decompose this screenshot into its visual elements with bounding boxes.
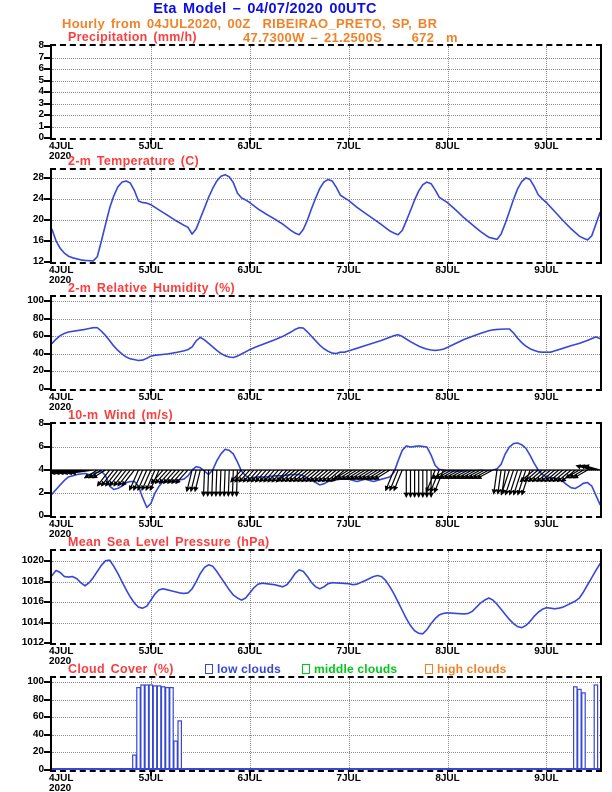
- x-tick-label: 9JUL: [534, 773, 559, 784]
- y-tick-label-mslp: 1012: [21, 637, 44, 648]
- low-cloud-bar: [166, 688, 169, 769]
- low-cloud-bar: [157, 686, 160, 769]
- legend-item-middle-clouds: [302, 662, 397, 676]
- wind-arrow-icon: [346, 470, 361, 480]
- wind-arrow-icon: [510, 470, 518, 495]
- x-tick-label: 4JUL: [49, 392, 74, 403]
- y-tick-label-cloud: 100: [27, 676, 44, 688]
- plot-border-right: [600, 44, 602, 140]
- y-tick-label-rh: 80: [32, 312, 44, 324]
- y-tick-label-precip: 4: [38, 86, 44, 97]
- y-tick-label-rh: 20: [32, 365, 44, 377]
- wind-arrow-icon: [350, 470, 365, 480]
- wind-arrow-icon: [228, 470, 229, 496]
- x-tick-label: 7JUL: [336, 265, 361, 276]
- rh-curve: [52, 328, 600, 361]
- y-tick-label-temp: 28: [32, 171, 44, 183]
- x-tick-label-year: 2020: [49, 529, 72, 540]
- x-tick-label: 5JUL: [138, 141, 164, 152]
- wind-arrow-icon: [224, 470, 225, 496]
- plot-border-bottom: [50, 516, 602, 518]
- x-tick-label: 8JUL: [435, 773, 460, 784]
- x-tick-label: 8JUL: [435, 646, 460, 657]
- y-tick-label-wind: 4: [38, 464, 44, 475]
- plot-border-right: [600, 168, 602, 264]
- wind-arrow-icon: [362, 470, 377, 480]
- wind-arrow-icon: [494, 470, 497, 494]
- y-tick-label-rh: 0: [38, 383, 44, 394]
- x-tick-label: 6JUL: [237, 519, 262, 530]
- plot-border-bottom: [50, 770, 602, 772]
- low-cloud-bar: [162, 687, 165, 769]
- cloud-plot: [52, 678, 600, 770]
- wind-arrow-icon: [386, 470, 394, 490]
- low-cloud-bar: [145, 685, 148, 769]
- x-tick-label: 8JUL: [435, 519, 460, 530]
- y-tick-label-precip: 6: [38, 63, 44, 74]
- middle-clouds-swatch-icon: [302, 664, 310, 674]
- low-cloud-bar: [170, 688, 173, 769]
- y-tick-label-precip: 7: [38, 51, 44, 63]
- panel-title-precip: Precipitation (mm/h): [68, 30, 197, 44]
- y-tick-label-precip: 8: [38, 40, 44, 51]
- wind-arrow-icon: [394, 470, 402, 490]
- y-tick-label-precip: 5: [38, 74, 44, 86]
- y-tick-label-precip: 2: [38, 109, 44, 120]
- temp-plot: [52, 170, 600, 262]
- low-cloud-bar: [578, 689, 581, 769]
- y-tick-label-wind: 0: [38, 510, 44, 521]
- wind-arrow-icon: [358, 470, 373, 480]
- panel-title-rh: 2-m Relative Humidity (%): [68, 281, 236, 295]
- y-tick-label-cloud: 80: [32, 693, 44, 705]
- x-tick-label: 7JUL: [336, 773, 361, 784]
- x-tick-label: 7JUL: [336, 141, 361, 152]
- x-tick-label: 5JUL: [138, 265, 164, 276]
- y-tick-label-cloud: 20: [32, 746, 44, 758]
- page-subtitle: Hourly from 04JUL2020, 00Z RIBEIRAO_PRETO, SP, BR: [62, 16, 438, 31]
- low-cloud-bar: [574, 687, 577, 769]
- panel-title-cloud: Cloud Cover (%): [68, 662, 174, 676]
- wind-arrow-icon: [514, 470, 522, 495]
- wind-arrow-icon: [354, 470, 369, 480]
- wind-plot: [52, 424, 600, 516]
- x-tick-label-year: 2020: [49, 783, 72, 792]
- high-clouds-swatch-icon: [425, 664, 433, 674]
- x-tick-label: 6JUL: [237, 646, 262, 657]
- wind-arrow-icon: [216, 470, 217, 496]
- x-tick-label: 9JUL: [534, 519, 559, 530]
- x-tick-label: 6JUL: [237, 265, 262, 276]
- x-tick-label: 4JUL: [49, 646, 74, 657]
- x-tick-label-year: 2020: [49, 151, 72, 162]
- wind-arrow-icon: [220, 470, 221, 496]
- x-tick-label: 9JUL: [534, 141, 559, 152]
- y-tick-label-mslp: 1018: [21, 575, 44, 587]
- x-tick-label: 8JUL: [435, 141, 460, 152]
- y-tick-label-mslp: 1020: [21, 555, 44, 567]
- low-clouds-swatch-icon: [205, 664, 213, 674]
- x-tick-label: 6JUL: [237, 392, 262, 403]
- y-tick-label-rh: 100: [27, 295, 44, 307]
- y-tick-label-temp: 16: [32, 234, 44, 246]
- y-tick-label-cloud: 40: [32, 728, 44, 740]
- y-tick-label-mslp: 1016: [21, 596, 44, 608]
- low-cloud-bar: [133, 755, 136, 769]
- y-tick-label-wind: 6: [38, 441, 44, 452]
- plot-border-right: [600, 549, 602, 645]
- y-tick-label-temp: 20: [32, 213, 44, 225]
- x-tick-label: 8JUL: [435, 265, 460, 276]
- plot-border-right: [600, 295, 602, 391]
- x-tick-label-year: 2020: [49, 275, 72, 286]
- y-tick-label-cloud: 60: [32, 711, 44, 723]
- x-tick-label: 4JUL: [49, 773, 74, 784]
- wind-arrow-icon: [342, 470, 357, 480]
- x-tick-label: 5JUL: [138, 646, 164, 657]
- low-cloud-bar: [174, 741, 177, 769]
- x-tick-label: 9JUL: [534, 265, 559, 276]
- plot-border-right: [600, 676, 602, 772]
- wind-arrow-icon: [366, 470, 381, 480]
- low-cloud-bar: [582, 693, 585, 769]
- low-cloud-bar: [149, 685, 152, 769]
- x-tick-label: 6JUL: [237, 773, 262, 784]
- panel-title-temp: 2-m Temperature (C): [68, 154, 200, 168]
- x-tick-label: 9JUL: [534, 646, 559, 657]
- y-tick-label-wind: 2: [38, 487, 44, 498]
- y-tick-label-temp: 24: [32, 192, 44, 204]
- x-tick-label: 5JUL: [138, 773, 164, 784]
- temp-curve: [52, 175, 600, 261]
- x-tick-label: 5JUL: [138, 519, 164, 530]
- low-cloud-bar: [141, 685, 144, 769]
- mslp-plot: [52, 551, 600, 643]
- low-cloud-bar: [594, 685, 597, 769]
- y-tick-label-mslp: 1014: [21, 616, 44, 628]
- panel-title-mslp: Mean Sea Level Pressure (hPa): [68, 535, 270, 549]
- plot-border-bottom: [50, 138, 602, 140]
- low-cloud-bar: [137, 688, 140, 769]
- wind-arrow-icon: [142, 470, 151, 490]
- wind-arrow-icon: [212, 470, 213, 496]
- plot-border-right: [600, 422, 602, 518]
- plot-border-bottom: [50, 389, 602, 391]
- y-tick-label-rh: 60: [32, 330, 44, 342]
- x-tick-label: 5JUL: [138, 392, 164, 403]
- legend-label: middle clouds: [314, 662, 398, 676]
- low-cloud-bar: [153, 686, 156, 769]
- wind-arrow-icon: [232, 470, 233, 496]
- x-tick-label-year: 2020: [49, 402, 72, 413]
- x-tick-label: 9JUL: [534, 392, 559, 403]
- plot-border-bottom: [50, 643, 602, 645]
- x-tick-label: 4JUL: [49, 265, 74, 276]
- y-tick-label-precip: 3: [38, 97, 44, 109]
- y-tick-label-precip: 1: [38, 120, 44, 132]
- x-tick-label-year: 2020: [49, 656, 72, 667]
- x-tick-label: 7JUL: [336, 392, 361, 403]
- y-tick-label-wind: 8: [38, 418, 44, 429]
- low-cloud-bar: [178, 721, 181, 769]
- x-tick-label: 6JUL: [237, 141, 262, 152]
- plot-border-bottom: [50, 262, 602, 264]
- x-tick-label: 8JUL: [435, 392, 460, 403]
- legend-label: high clouds: [437, 662, 507, 676]
- x-tick-label: 7JUL: [336, 646, 361, 657]
- x-tick-label: 7JUL: [336, 519, 361, 530]
- wind-arrow-icon: [204, 470, 205, 496]
- x-tick-label: 4JUL: [49, 519, 74, 530]
- wind-arrow-icon: [498, 470, 501, 494]
- station-coordinates: 47.7300W – 21.2500S 672 m: [243, 30, 458, 45]
- precip-plot: [52, 46, 600, 138]
- wind-arrow-icon: [518, 470, 526, 495]
- panel-title-wind: 10-m Wind (m/s): [68, 408, 173, 422]
- wind-arrow-icon: [138, 470, 147, 490]
- y-tick-label-rh: 40: [32, 347, 44, 359]
- y-tick-label-temp: 12: [32, 256, 44, 267]
- rh-plot: [52, 297, 600, 389]
- wind-arrow-icon: [501, 470, 509, 495]
- legend-item-high-clouds: [425, 662, 507, 676]
- legend-label: low clouds: [217, 662, 282, 676]
- wind-arrow-icon: [130, 470, 139, 490]
- legend-item-low-clouds: [205, 662, 281, 676]
- x-tick-label: 4JUL: [49, 141, 74, 152]
- y-tick-label-cloud: 0: [38, 764, 44, 775]
- page-title: Eta Model – 04/07/2020 00UTC: [153, 1, 377, 17]
- y-tick-label-precip: 0: [38, 132, 44, 143]
- wind-arrow-icon: [333, 470, 348, 480]
- wind-arrow-icon: [505, 470, 513, 495]
- mslp-curve: [52, 560, 600, 634]
